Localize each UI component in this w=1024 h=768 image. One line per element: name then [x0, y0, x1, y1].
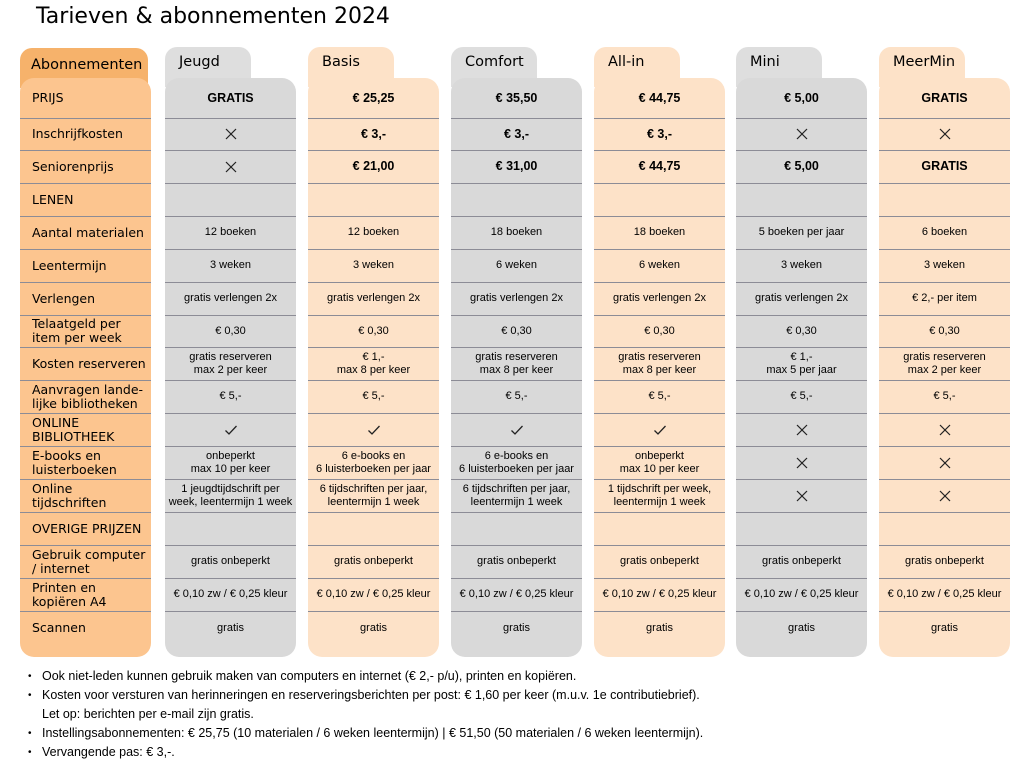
table-cell: gratis onbeperkt — [477, 555, 556, 567]
check-icon — [367, 423, 381, 437]
table-cell: 6 tijdschriften per jaar, leentermijn 1 week — [319, 482, 428, 508]
row-label: Telaatgeld per item per week — [32, 316, 122, 345]
table-cell — [308, 183, 439, 216]
table-cell: gratis — [646, 621, 673, 634]
row-label: Gebruik computer / internet — [32, 546, 146, 576]
table-cell: gratis — [503, 621, 530, 634]
table-cell: 18 boeken — [633, 226, 686, 238]
table-cell — [451, 183, 582, 216]
footnotes — [28, 667, 703, 762]
cell-yes — [165, 413, 296, 446]
table-cell: gratis verlengen 2x — [613, 292, 706, 304]
plan-column-all-in — [594, 78, 725, 657]
cross-icon — [224, 127, 238, 141]
table-cell: gratis onbeperkt — [620, 555, 699, 567]
cross-icon — [795, 127, 809, 141]
tab-comfort: Comfort — [451, 47, 537, 87]
row-label: Online tijdschriften — [32, 480, 107, 510]
row-label: LENEN — [32, 191, 74, 207]
table-cell: gratis reserveren max 2 per keer — [189, 350, 272, 376]
cell-yes — [451, 413, 582, 446]
table-cell: € 0,30 — [929, 324, 960, 337]
tab-meermin: MeerMin — [879, 47, 965, 87]
table-cell: 3 weken — [353, 259, 394, 271]
table-cell: € 25,25 — [352, 90, 395, 105]
table-cell: gratis verlengen 2x — [755, 292, 848, 304]
table-cell: gratis verlengen 2x — [184, 292, 277, 304]
table-cell: € 1,- max 5 per jaar — [766, 350, 837, 376]
table-cell: € 5,- — [933, 390, 956, 402]
table-cell: € 0,10 zw / € 0,25 kleur — [887, 588, 1002, 600]
table-cell: € 5,- — [505, 390, 528, 402]
cross-icon — [224, 160, 238, 174]
table-cell: gratis onbeperkt — [762, 555, 841, 567]
table-cell: € 0,10 zw / € 0,25 kleur — [602, 588, 717, 600]
table-cell: € 31,00 — [495, 159, 538, 173]
table-cell — [594, 512, 725, 545]
table-cell: € 1,- max 8 per keer — [336, 350, 411, 376]
table-cell: 12 boeken — [347, 226, 400, 238]
table-cell: gratis reserveren max 8 per keer — [618, 350, 701, 376]
plan-column-meermin — [879, 78, 1010, 657]
table-cell: € 0,30 — [501, 324, 532, 337]
table-cell — [165, 512, 296, 545]
table-cell: 6 boeken — [921, 226, 968, 238]
row-label: Leentermijn — [32, 257, 107, 273]
table-cell: gratis verlengen 2x — [327, 292, 420, 304]
table-cell — [879, 512, 1010, 545]
row-label: Inschrijfkosten — [32, 126, 123, 141]
cross-icon — [938, 423, 952, 437]
table-cell: € 5,- — [362, 390, 385, 402]
table-cell — [308, 512, 439, 545]
table-cell: € 0,30 — [215, 324, 246, 337]
table-cell — [594, 183, 725, 216]
table-cell: onbeperkt max 10 per keer — [190, 449, 271, 475]
cell-no — [736, 413, 867, 446]
cross-icon — [795, 489, 809, 503]
cross-icon — [795, 423, 809, 437]
table-cell: 5 boeken per jaar — [758, 226, 845, 238]
table-cell: € 0,30 — [786, 324, 817, 337]
cell-no — [879, 118, 1010, 150]
table-cell: € 44,75 — [638, 159, 681, 173]
table-cell: € 3,- — [503, 126, 529, 141]
tab-basis: Basis — [308, 47, 394, 87]
cross-icon — [938, 489, 952, 503]
table-cell: € 35,50 — [495, 90, 538, 105]
table-cell: € 21,00 — [352, 159, 395, 173]
tab-abonnementen: Abonnementen — [20, 48, 148, 88]
cell-no — [736, 446, 867, 479]
plan-column-jeugd — [165, 78, 296, 657]
table-cell: GRATIS — [207, 90, 254, 105]
cross-icon — [938, 127, 952, 141]
table-cell: 1 tijdschrift per week, leentermijn 1 week — [607, 482, 712, 508]
row-label: Seniorenprijs — [32, 158, 114, 174]
table-cell: GRATIS — [921, 159, 968, 173]
table-cell: € 0,30 — [644, 324, 675, 337]
note-item: • Vervangende pas: € 3,-. — [28, 743, 703, 762]
tab-mini: Mini — [736, 47, 822, 87]
table-cell: € 3,- — [360, 126, 386, 141]
plan-column-mini — [736, 78, 867, 657]
check-icon — [224, 423, 238, 437]
note-item: Let op: berichten per e-mail zijn gratis. — [42, 707, 254, 721]
row-label: Verlengen — [32, 290, 96, 306]
row-label: Kosten reserveren — [32, 355, 146, 371]
tab-all-in: All-in — [594, 47, 680, 87]
cell-no — [879, 446, 1010, 479]
table-cell: € 0,10 zw / € 0,25 kleur — [173, 588, 288, 600]
cell-no — [736, 118, 867, 150]
table-cell: 3 weken — [781, 259, 822, 271]
table-cell: € 5,00 — [784, 159, 819, 173]
table-cell — [165, 183, 296, 216]
table-cell: onbeperkt max 10 per keer — [619, 449, 700, 475]
table-cell: gratis onbeperkt — [334, 555, 413, 567]
row-label: ONLINE BIBLIOTHEEK — [32, 414, 115, 444]
table-cell: € 0,30 — [358, 324, 389, 337]
table-cell: 6 weken — [639, 259, 680, 271]
row-label: Printen en kopiëren A4 — [32, 579, 107, 609]
table-cell: gratis verlengen 2x — [470, 292, 563, 304]
row-label: Aantal materialen — [32, 224, 144, 240]
table-cell: gratis — [360, 621, 387, 634]
table-cell — [451, 512, 582, 545]
check-icon — [653, 423, 667, 437]
plan-column-basis — [308, 78, 439, 657]
table-cell: gratis reserveren max 8 per keer — [475, 350, 558, 376]
table-cell: GRATIS — [921, 90, 968, 105]
row-label: PRIJS — [32, 90, 64, 105]
table-cell: € 3,- — [646, 126, 672, 141]
cell-no — [879, 413, 1010, 446]
tab-jeugd: Jeugd — [165, 47, 251, 87]
table-cell: 3 weken — [924, 259, 965, 271]
cell-yes — [308, 413, 439, 446]
table-cell: 3 weken — [210, 259, 251, 271]
cell-no — [165, 150, 296, 183]
cell-no — [879, 479, 1010, 512]
check-icon — [510, 423, 524, 437]
note-item: • Kosten voor versturen van herinneringen en reserveringsberichten per post: € 1,60 per keer (m.u.v. 1e contributiebrief). — [28, 686, 703, 705]
table-cell: gratis onbeperkt — [191, 555, 270, 567]
table-cell: 18 boeken — [490, 226, 543, 238]
row-label: Scannen — [32, 620, 86, 635]
table-cell — [879, 183, 1010, 216]
table-cell: € 44,75 — [638, 90, 681, 105]
cell-yes — [594, 413, 725, 446]
table-cell: 6 e-books en 6 luisterboeken per jaar — [459, 449, 574, 475]
table-cell: gratis reserveren max 2 per keer — [903, 350, 986, 376]
cross-icon — [795, 456, 809, 470]
table-cell: € 0,10 zw / € 0,25 kleur — [459, 588, 574, 600]
row-label: Aanvragen lande-lijke bibliotheken — [32, 381, 144, 411]
label-column — [20, 78, 151, 657]
table-cell: € 5,00 — [784, 90, 819, 105]
table-cell: gratis onbeperkt — [905, 555, 984, 567]
plan-column-comfort — [451, 78, 582, 657]
table-cell: 6 weken — [496, 259, 537, 271]
table-cell: € 2,- per item — [912, 292, 977, 304]
note-item: • Instellingsabonnementen: € 25,75 (10 materialen / 6 weken leentermijn) | € 51,50 (50 materialen / 6 weken leentermijn). — [28, 724, 703, 743]
table-cell: € 5,- — [648, 390, 671, 402]
table-cell: 12 boeken — [204, 226, 257, 238]
row-label: E-books en luisterboeken — [32, 447, 117, 477]
cell-no — [736, 479, 867, 512]
table-cell — [736, 512, 867, 545]
table-cell: 6 e-books en 6 luisterboeken per jaar — [316, 449, 431, 475]
table-cell: gratis — [217, 621, 244, 634]
cell-no — [165, 118, 296, 150]
table-cell: € 5,- — [219, 390, 242, 402]
table-cell — [736, 183, 867, 216]
table-cell: 6 tijdschriften per jaar, leentermijn 1 week — [462, 482, 571, 508]
table-cell: € 0,10 zw / € 0,25 kleur — [316, 588, 431, 600]
page-title: Tarieven & abonnementen 2024 — [36, 4, 390, 29]
table-cell: € 0,10 zw / € 0,25 kleur — [744, 588, 859, 600]
note-item: • Ook niet-leden kunnen gebruik maken van computers en internet (€ 2,- p/u), printen en kopiëren. — [28, 667, 703, 686]
table-cell: gratis — [788, 621, 815, 634]
table-cell: 1 jeugdtijdschrift per week, leentermijn 1 week — [168, 482, 293, 508]
row-label: OVERIGE PRIJZEN — [32, 520, 142, 536]
cross-icon — [938, 456, 952, 470]
table-cell: gratis — [931, 621, 958, 634]
table-cell: € 5,- — [790, 390, 813, 402]
